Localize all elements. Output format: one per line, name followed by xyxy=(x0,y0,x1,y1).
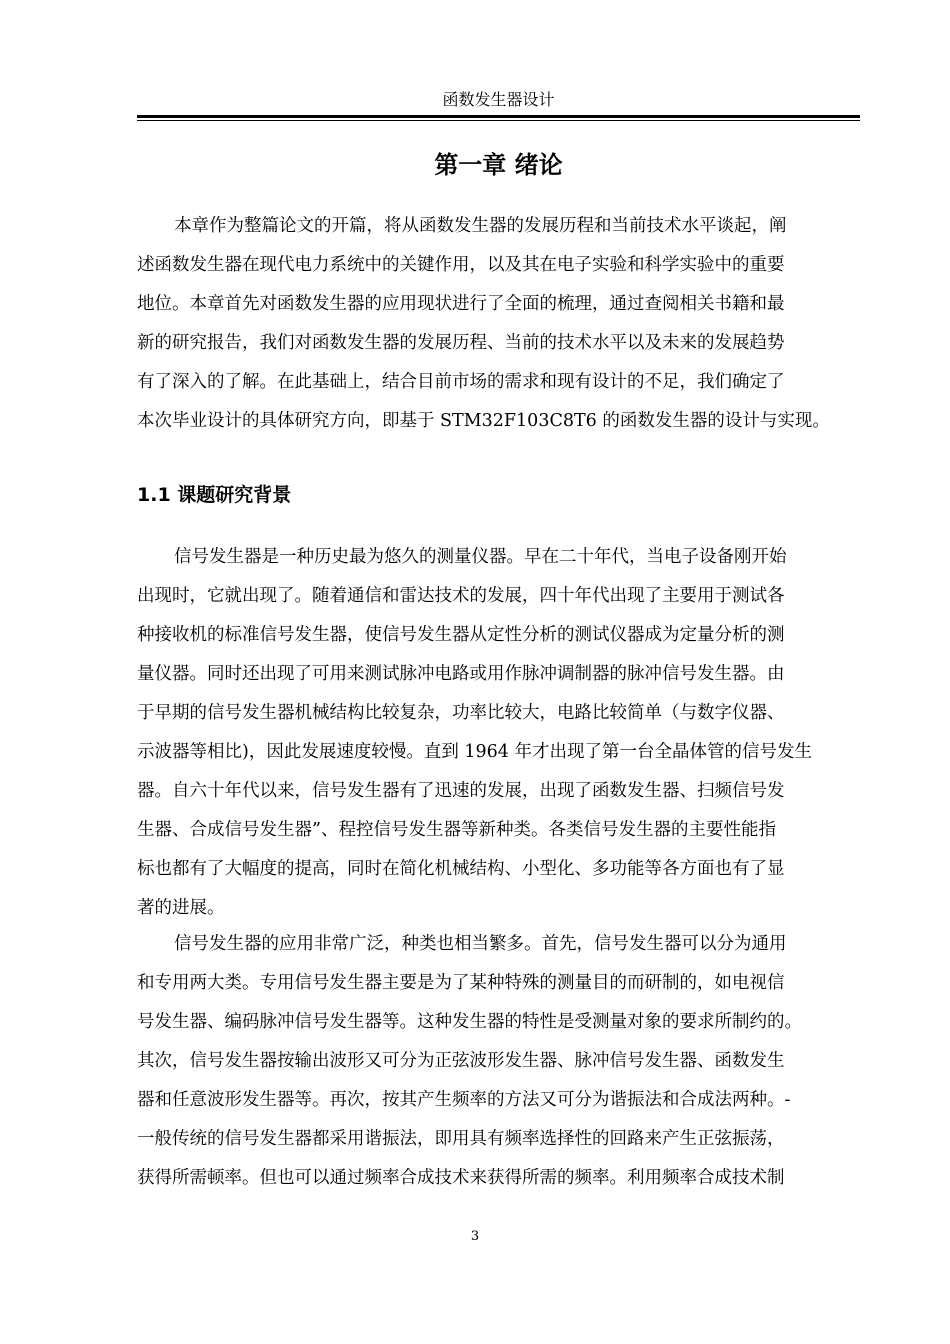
header-rule-thin xyxy=(137,120,860,121)
text-line: 生器、合成信号发生器”、程控信号发生器等新种类。各类信号发生器的主要性能指 xyxy=(137,820,776,840)
text-line: 量仪器。同时还出现了可用来测试脉冲电路或用作脉冲调制器的脉冲信号发生器。由 xyxy=(137,664,785,684)
text-line: 于早期的信号发生器机械结构比较复杂，功率比较大，电路比较简单（与数字仪器、 xyxy=(137,703,785,723)
text-line: 述函数发生器在现代电力系统中的关键作用，以及其在电子实验和科学实验中的重要 xyxy=(137,255,785,275)
text-line: 有了深入的了解。在此基础上，结合目前市场的需求和现有设计的不足，我们确定了 xyxy=(137,372,785,392)
text-line: 出现时，它就出现了。随着通信和雷达技术的发展，四十年代出现了主要用于测试各 xyxy=(137,586,785,606)
text-line: 示波器等相比)，因此发展速度较慢。直到 1964 年才出现了第一台全晶体管的信号发生 xyxy=(137,742,812,762)
background-paragraph-2 xyxy=(137,925,860,1198)
chapter-title: 第一章 绪论 xyxy=(434,151,563,179)
text-line: 新的研究报告，我们对函数发生器的发展历程、当前的技术水平以及未来的发展趋势 xyxy=(137,333,785,353)
text-line: 本章作为整篇论文的开篇，将从函数发生器的发展历程和当前技术水平谈起，阐 xyxy=(174,216,787,236)
text-line: 一般传统的信号发生器都采用谐振法，即用具有频率选择性的回路来产生正弦振荡， xyxy=(137,1129,785,1149)
text-line: 和专用两大类。专用信号发生器主要是为了某种特殊的测量目的而研制的，如电视信 xyxy=(137,973,785,993)
section-heading: 1.1 课题研究背景 xyxy=(137,484,292,506)
text-line: 地位。本章首先对函数发生器的应用现状进行了全面的梳理，通过查阅相关书籍和最 xyxy=(137,294,785,314)
text-line: 器和任意波形发生器等。再次，按其产生频率的方法又可分为谐振法和合成法两种。- xyxy=(137,1090,791,1110)
background-paragraph-1 xyxy=(137,538,860,928)
text-line: 信号发生器的应用非常广泛，种类也相当繁多。首先，信号发生器可以分为通用 xyxy=(174,934,787,954)
text-line: 本次毕业设计的具体研究方向，即基于 STM32F103C8T6 的函数发生器的设计与实现。 xyxy=(137,411,830,431)
page-number: 3 xyxy=(470,1229,480,1244)
text-line: 著的进展。 xyxy=(137,898,225,918)
text-line: 信号发生器是一种历史最为悠久的测量仪器。早在二十年代，当电子设备刚开始 xyxy=(174,547,787,567)
intro-paragraph xyxy=(137,207,860,441)
running-header: 函数发生器设计 xyxy=(442,90,555,109)
text-line: 种接收机的标准信号发生器，使信号发生器从定性分析的测试仪器成为定量分析的测 xyxy=(137,625,785,645)
text-line: 号发生器、编码脉冲信号发生器等。这种发生器的特性是受测量对象的要求所制约的。 xyxy=(137,1012,802,1032)
text-line: 器。自六十年代以来，信号发生器有了迅速的发展，出现了函数发生器、扫频信号发 xyxy=(137,781,785,801)
text-line: 其次，信号发生器按输出波形又可分为正弦波形发生器、脉冲信号发生器、函数发生 xyxy=(137,1051,785,1071)
text-line: 标也都有了大幅度的提高，同时在简化机械结构、小型化、多功能等各方面也有了显 xyxy=(137,859,785,879)
header-rule-thick xyxy=(137,115,860,118)
text-line: 获得所需顿率。但也可以通过频率合成技术来获得所需的频率。利用频率合成技术制 xyxy=(137,1168,785,1188)
